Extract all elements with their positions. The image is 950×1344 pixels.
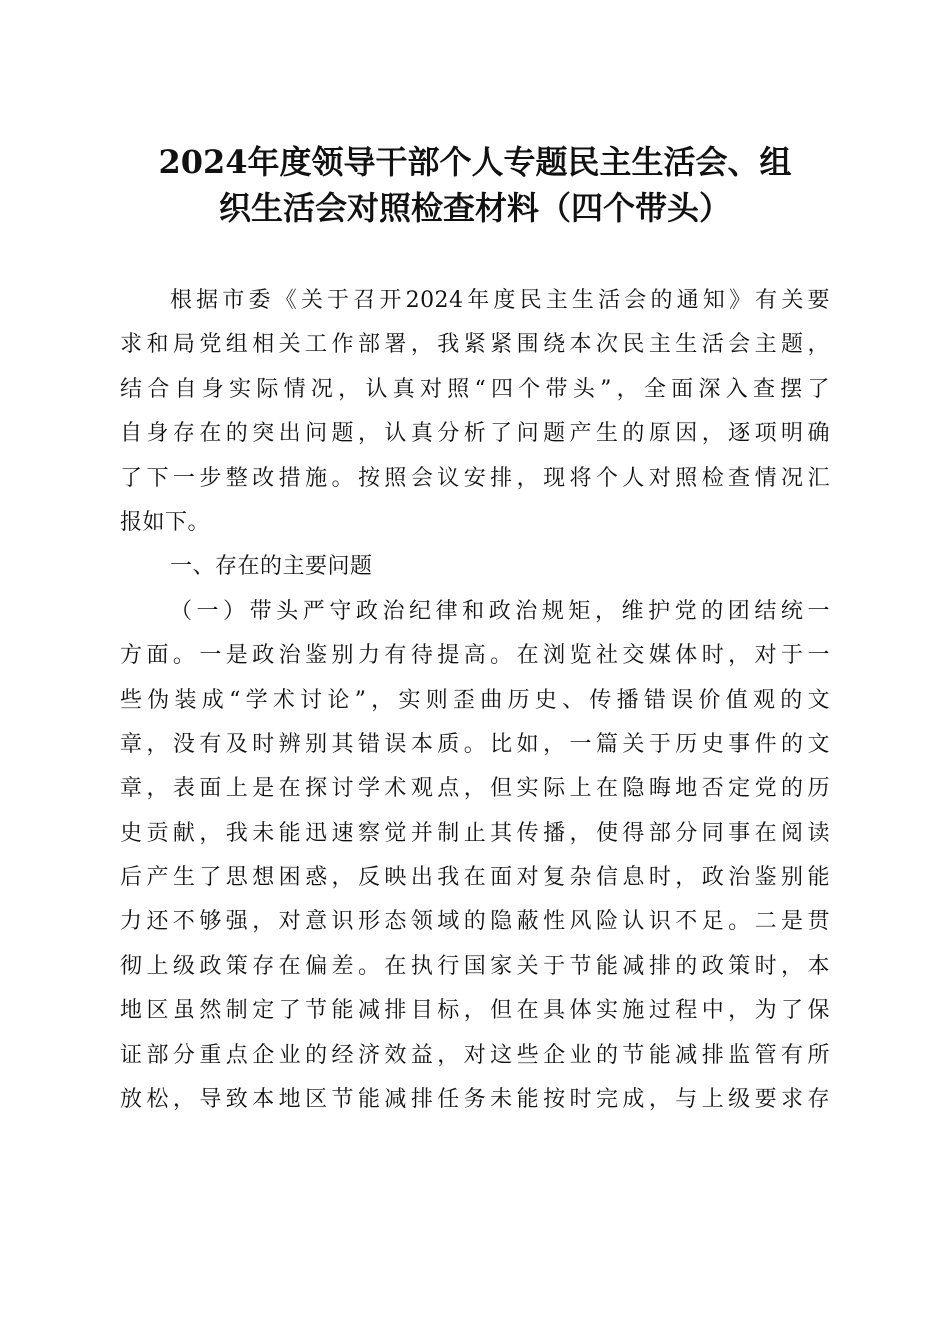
title-line-1: 2024年度领导干部个人专题民主生活会、组	[158, 143, 792, 181]
intro-paragraph-line: 结合自身实际情况，认真对照“四个带头”，全面深入查摆了	[120, 376, 830, 402]
section-paragraph-line: 力还不够强，对意识形态领域的隐蔽性风险认识不足。二是贯	[120, 909, 830, 935]
section-paragraph-line: 方面。一是政治鉴别力有待提高。在浏览社交媒体时，对于一	[120, 643, 830, 669]
intro-paragraph-line: 了下一步整改措施。按照会议安排，现将个人对照检查情况汇	[120, 465, 830, 491]
title-line-2: 织生活会对照检查材料（四个带头）	[218, 189, 731, 227]
section-paragraph-line: （一）带头严守政治纪律和政治规矩，维护党的团结统一	[170, 598, 830, 624]
section-paragraph-line: 章，表面上是在探讨学术观点，但实际上在隐晦地否定党的历	[120, 776, 830, 802]
document-title	[120, 139, 830, 231]
section-heading: 一、存在的主要问题	[170, 554, 373, 580]
document-body	[120, 279, 830, 1122]
intro-paragraph-line: 根据市委《关于召开2024年度民主生活会的通知》有关要	[170, 288, 830, 313]
section-paragraph-line: 放松，导致本地区节能减排任务未能按时完成，与上级要求存	[120, 1087, 830, 1113]
section-paragraph-line: 史贡献，我未能迅速察觉并制止其传播，使得部分同事在阅读	[120, 820, 830, 846]
section-paragraph-line: 章，没有及时辨别其错误本质。比如，一篇关于历史事件的文	[120, 731, 830, 757]
section-paragraph-line: 后产生了思想困惑，反映出我在面对复杂信息时，政治鉴别能	[120, 865, 830, 891]
intro-paragraph-line: 求和局党组相关工作部署，我紧紧围绕本次民主生活会主题，	[120, 332, 830, 358]
section-paragraph-line: 彻上级政策存在偏差。在执行国家关于节能减排的政策时，本	[120, 953, 830, 979]
section-paragraph-line: 些伪装成“学术讨论”，实则歪曲历史、传播错误价值观的文	[120, 687, 830, 713]
intro-paragraph-line: 自身存在的突出问题，认真分析了问题产生的原因，逐项明确	[120, 421, 830, 447]
section-paragraph-line: 证部分重点企业的经济效益，对这些企业的节能减排监管有所	[120, 1042, 830, 1068]
section-paragraph-line: 地区虽然制定了节能减排目标，但在具体实施过程中，为了保	[120, 998, 830, 1024]
intro-paragraph-line: 报如下。	[120, 509, 211, 535]
